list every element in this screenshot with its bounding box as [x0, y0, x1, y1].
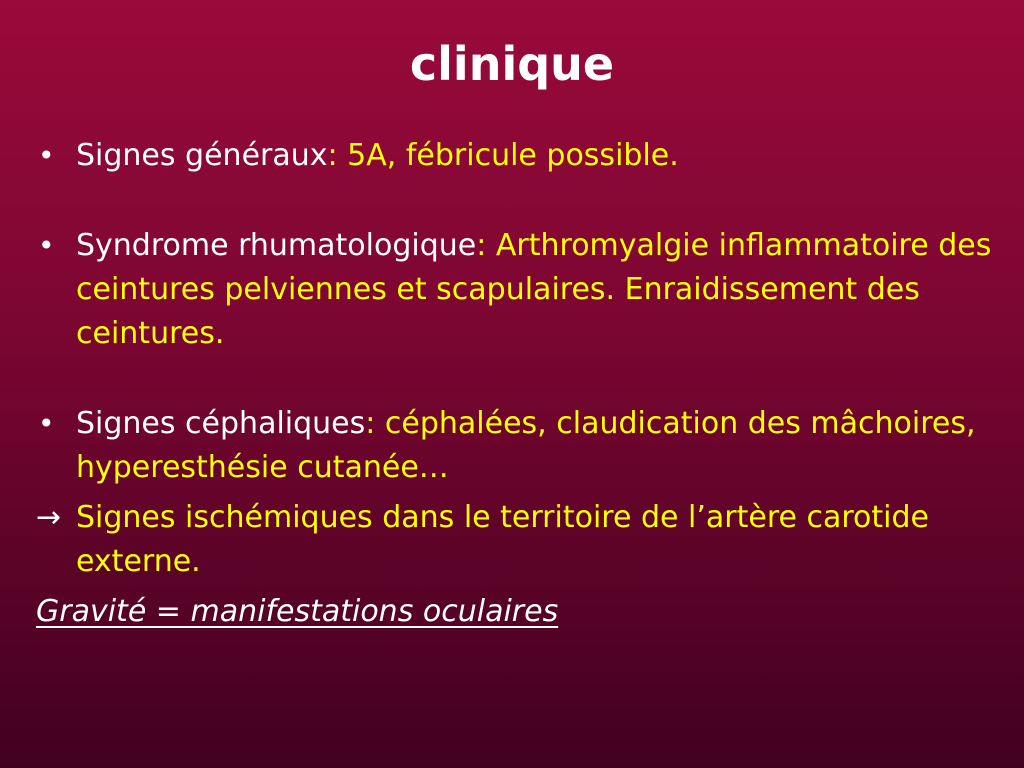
bullet-label: Signes généraux: [76, 138, 328, 173]
bullet-item-signes-generaux: [36, 134, 996, 178]
slide-title: clinique: [409, 37, 615, 91]
arrow-item-text: Signes ischémiques dans le territoire de l’artère carotide externe.: [76, 500, 929, 579]
arrow-item-signes-ischemiques: [36, 496, 996, 584]
bullet-value: Arthromyalgie inflammatoire des ceintures pelviennes et scapulaires. Enraidissement des ceintures.: [76, 228, 992, 351]
slide-content: [36, 134, 996, 634]
bullet-dot-icon: •: [38, 407, 55, 440]
bullet-colon: :: [327, 138, 338, 173]
right-arrow-icon: →: [36, 500, 62, 535]
bullet-colon: :: [476, 228, 487, 263]
bullet-label: Syndrome rhumatologique: [76, 228, 477, 263]
bullet-dot-icon: •: [38, 139, 55, 172]
bullet-dot-icon: •: [38, 229, 55, 262]
bullet-value: céphalées, claudication des mâchoires, hyperesthésie cutanée…: [76, 406, 976, 485]
footer-note: Gravité = manifestations oculaires: [36, 594, 559, 629]
bullet-colon: :: [365, 406, 376, 441]
bullet-item-syndrome-rhumatologique: [36, 224, 996, 356]
bullet-item-signes-cephaliques: [36, 402, 996, 490]
bullet-label: Signes céphaliques: [76, 406, 366, 441]
bullet-value: 5A, fébricule possible.: [337, 138, 679, 173]
